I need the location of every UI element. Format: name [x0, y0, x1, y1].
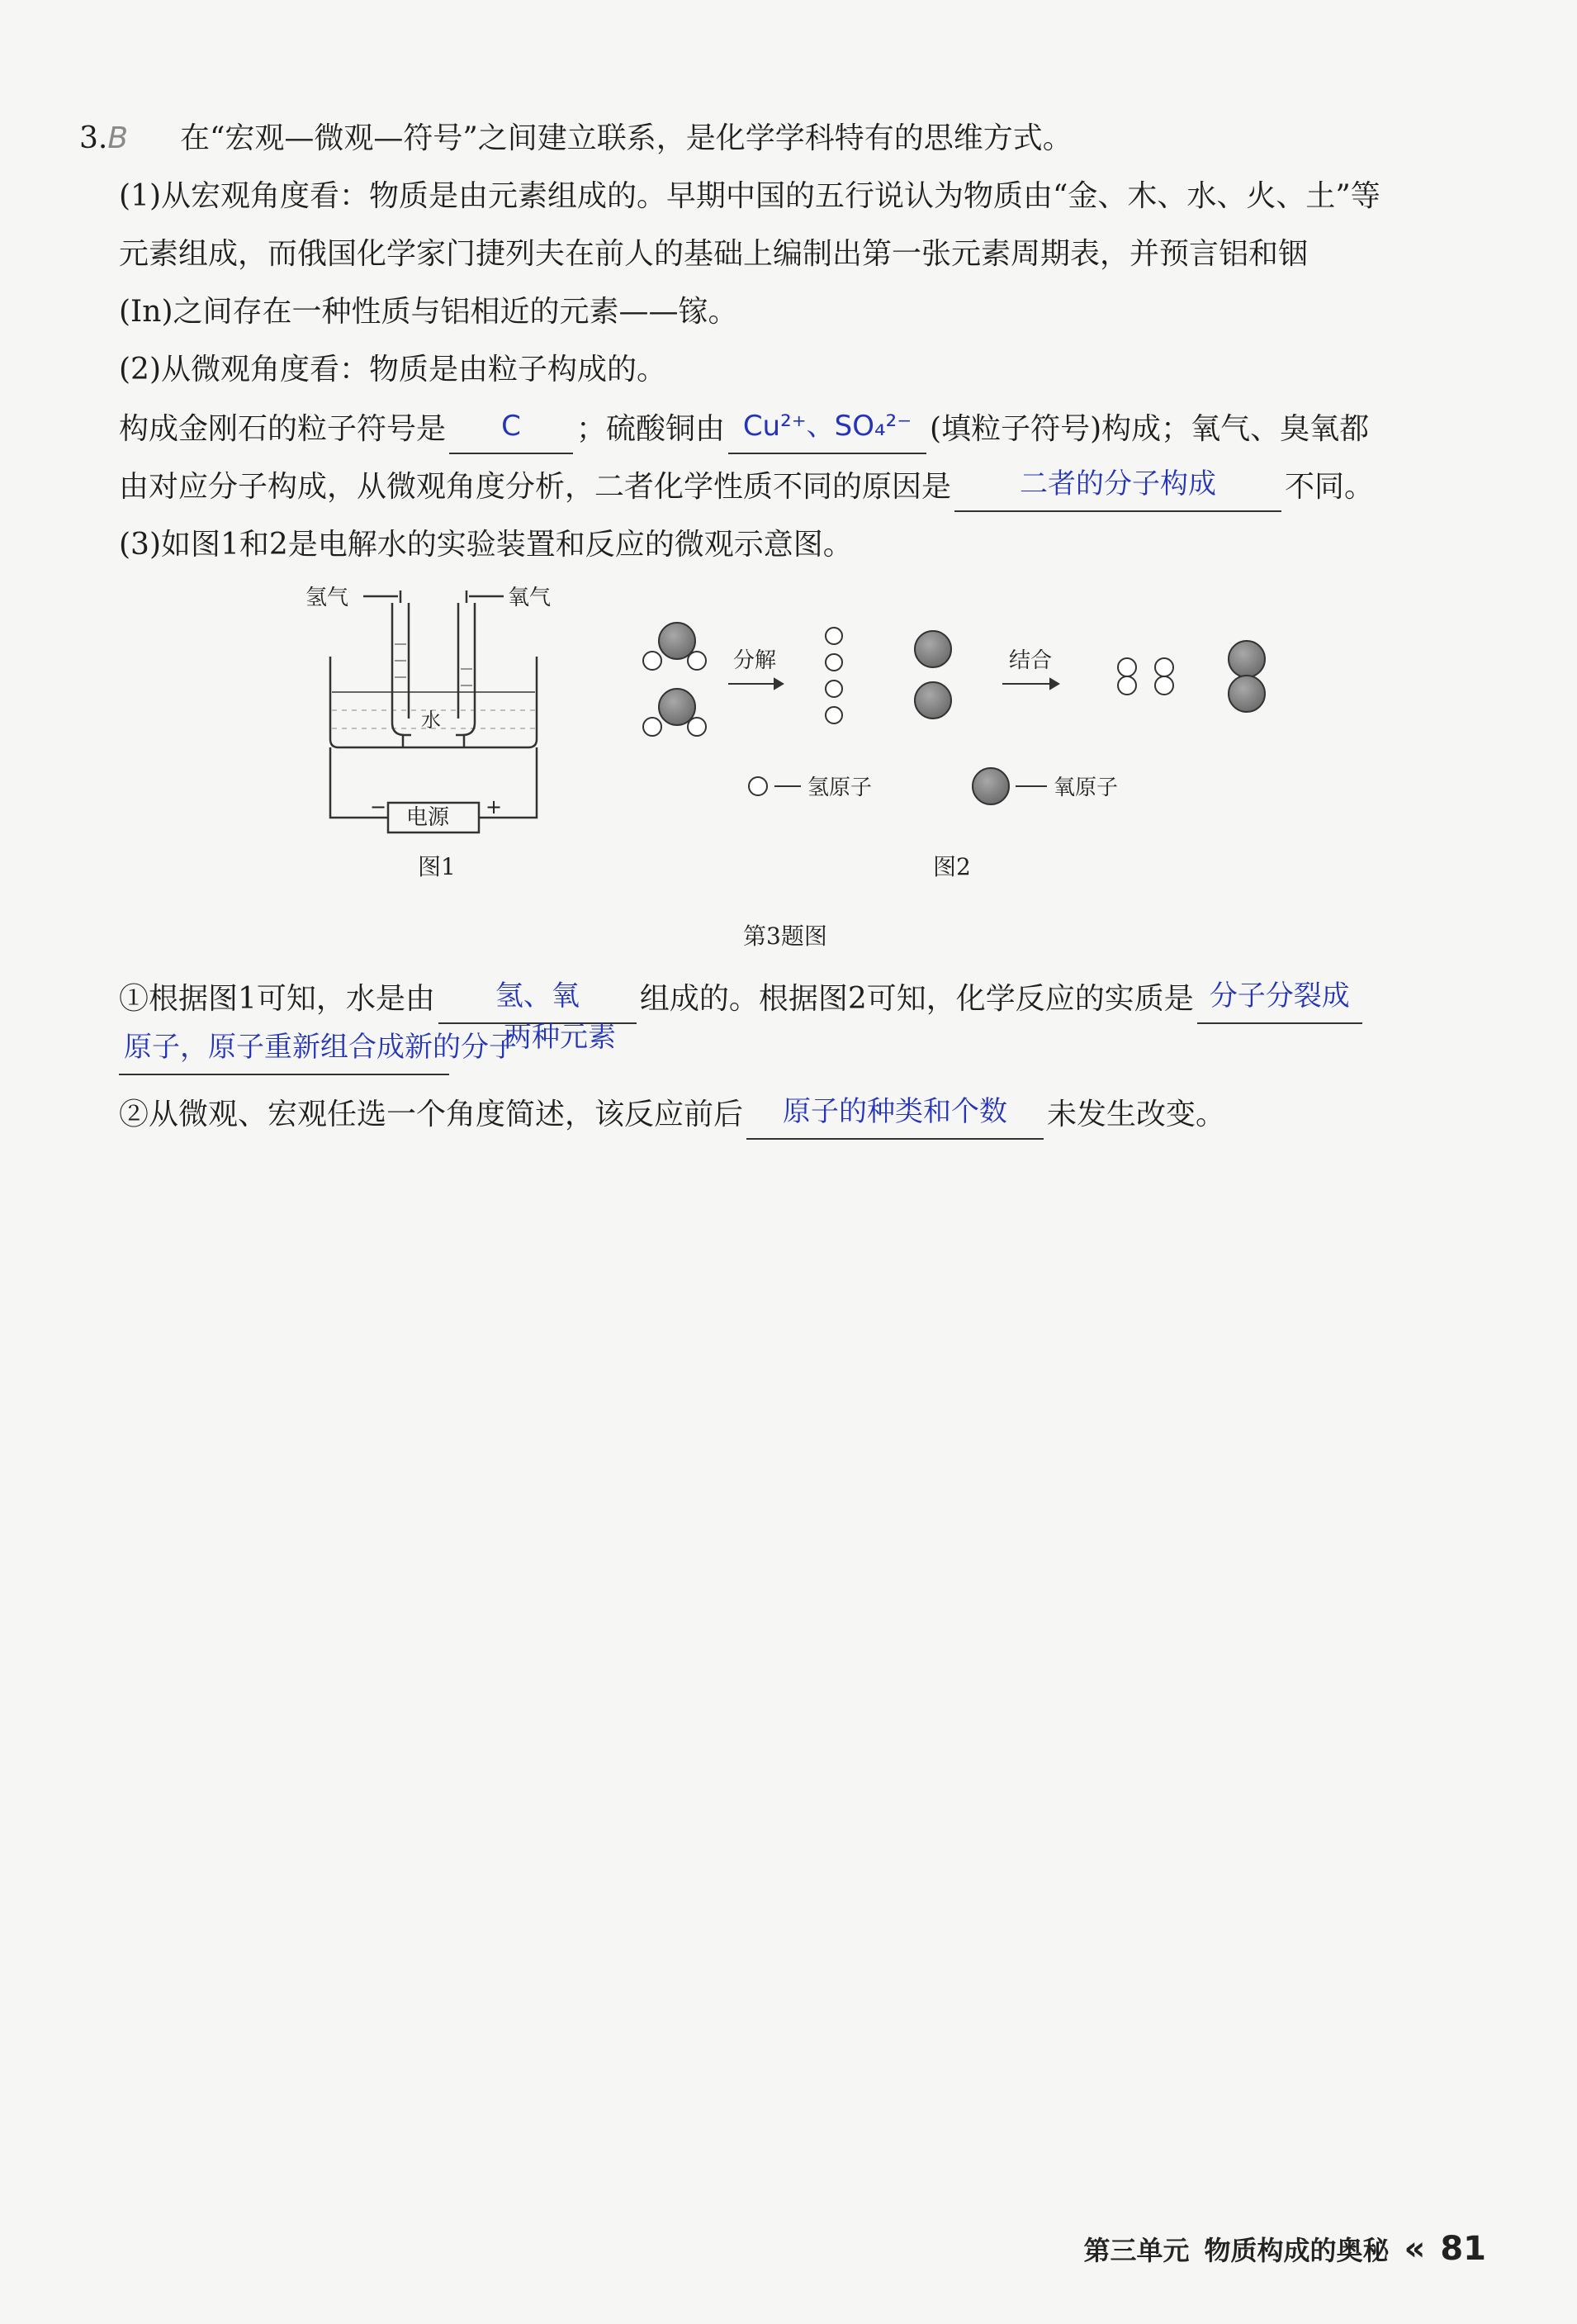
part1-line3: (In)之间存在一种性质与铝相近的元素——镓。 — [119, 295, 738, 329]
part2-text-a: 构成金刚石的粒子符号是 — [119, 412, 447, 446]
answer-difference-reason: 二者的分子构成 — [1020, 467, 1217, 500]
label-hydrogen: 氢气 — [305, 586, 349, 610]
blank-unchanged[interactable] — [746, 1095, 1044, 1140]
answer-water-elements-cont: 两种元素 — [504, 1021, 616, 1054]
subq1-text-a: ①根据图1可知，水是由 — [119, 982, 435, 1016]
part1-line1: (1)从宏观角度看：物质是由元素组成的。早期中国的五行说认为物质由“金、木、水、火、土”等 — [119, 179, 1380, 213]
h2-molecule-1-a — [1118, 658, 1136, 676]
part2-text-d: 由对应分子构成，从微观角度分析，二者化学性质不同的原因是 — [119, 470, 952, 504]
label-minus: − — [370, 795, 387, 818]
water-molecule-1-oxygen — [659, 623, 695, 659]
h2-molecule-1-b — [1118, 676, 1136, 695]
legend-o-label: 氧原子 — [1054, 775, 1119, 800]
h-atom-4 — [826, 707, 842, 723]
h2-molecule-2-b — [1155, 676, 1173, 695]
part3-line1: (3)如图1和2是电解水的实验装置和反应的微观示意图。 — [119, 528, 853, 562]
blank-difference-reason[interactable] — [954, 467, 1281, 512]
subq2-line — [119, 1090, 1225, 1140]
subq2-text-a: ②从微观、宏观任选一个角度简述，该反应前后 — [119, 1098, 744, 1131]
figure2-caption: 图2 — [933, 853, 971, 880]
blank-copper-sulfate[interactable] — [728, 410, 926, 454]
water-molecule-1-h1 — [643, 652, 661, 670]
answer-reaction-essence-cont: 原子，原子重新组合成新的分子 — [124, 1031, 517, 1064]
water-molecule-2-h2 — [688, 718, 706, 736]
footer-arrows-icon: « — [1404, 2230, 1426, 2268]
part2-line1: (2)从微观角度看：物质是由粒子构成的。 — [119, 353, 666, 387]
o-atom-2 — [915, 682, 951, 719]
label-power: 电源 — [406, 805, 450, 830]
h-atom-2 — [826, 654, 842, 671]
page-number: 81 — [1440, 2230, 1486, 2268]
subq2-text-b: 未发生改变。 — [1047, 1098, 1226, 1131]
h-atom-1 — [826, 628, 842, 644]
answer-copper-sulfate: Cu²⁺、SO₄²⁻ — [742, 410, 912, 443]
o2-molecule-a — [1229, 641, 1265, 677]
answer-diamond-particle: C — [501, 410, 521, 443]
legend-h-icon — [749, 777, 767, 795]
figure-title: 第3题图 — [743, 922, 827, 950]
figure2-schematic — [636, 611, 1296, 809]
blank-diamond-particle[interactable] — [449, 410, 573, 454]
label-oxygen: 氧气 — [508, 586, 552, 610]
question-number-text: 3. — [79, 121, 108, 155]
part1-line2: 元素组成，而俄国化学家门捷列夫在前人的基础上编制出第一张元素周期表，并预言铝和铟 — [119, 237, 1309, 271]
label-plus: + — [485, 795, 503, 818]
subq1-line1 — [119, 975, 1366, 1024]
part2-line3 — [119, 462, 1374, 512]
footer-title: 物质构成的奥秘 — [1204, 2235, 1390, 2266]
o-atom-1 — [915, 631, 951, 667]
legend-h-label: 氢原子 — [807, 775, 873, 800]
figure1-apparatus — [305, 578, 570, 842]
page-footer — [1083, 2230, 1486, 2268]
part2-line2 — [119, 405, 1369, 454]
water-molecule-1-h2 — [688, 652, 706, 670]
blank-reaction-essence[interactable] — [1197, 979, 1362, 1024]
water-molecule-2-h1 — [643, 718, 661, 736]
legend-o-icon — [973, 768, 1009, 804]
part2-text-e: 不同。 — [1285, 470, 1375, 504]
question-mark: B — [107, 121, 129, 155]
label-decompose: 分解 — [733, 648, 777, 673]
h-atom-3 — [826, 681, 842, 697]
figure1-caption: 图1 — [418, 853, 456, 880]
label-combine: 结合 — [1009, 648, 1053, 673]
part2-text-b: ；硫酸铜由 — [576, 412, 726, 446]
answer-unchanged: 原子的种类和个数 — [783, 1095, 1008, 1128]
label-water: 水 — [421, 709, 441, 732]
question-number — [79, 114, 128, 164]
water-molecule-2-oxygen — [659, 689, 695, 725]
o2-molecule-b — [1229, 676, 1265, 712]
h2-molecule-2-a — [1155, 658, 1173, 676]
blank-reaction-essence-cont[interactable] — [119, 1031, 517, 1075]
footer-unit: 第三单元 — [1083, 2235, 1190, 2266]
answer-water-elements: 氢、氧 — [495, 979, 580, 1013]
answer-reaction-essence: 分子分裂成 — [1209, 979, 1350, 1013]
question-intro: 在“宏观—微观—符号”之间建立联系，是化学学科特有的思维方式。 — [180, 121, 1073, 155]
water-trough — [330, 657, 537, 747]
subq1-text-b: 组成的。根据图2可知，化学反应的实质是 — [639, 982, 1194, 1016]
part2-text-c: (填粒子符号)构成；氧气、臭氧都 — [930, 412, 1370, 446]
